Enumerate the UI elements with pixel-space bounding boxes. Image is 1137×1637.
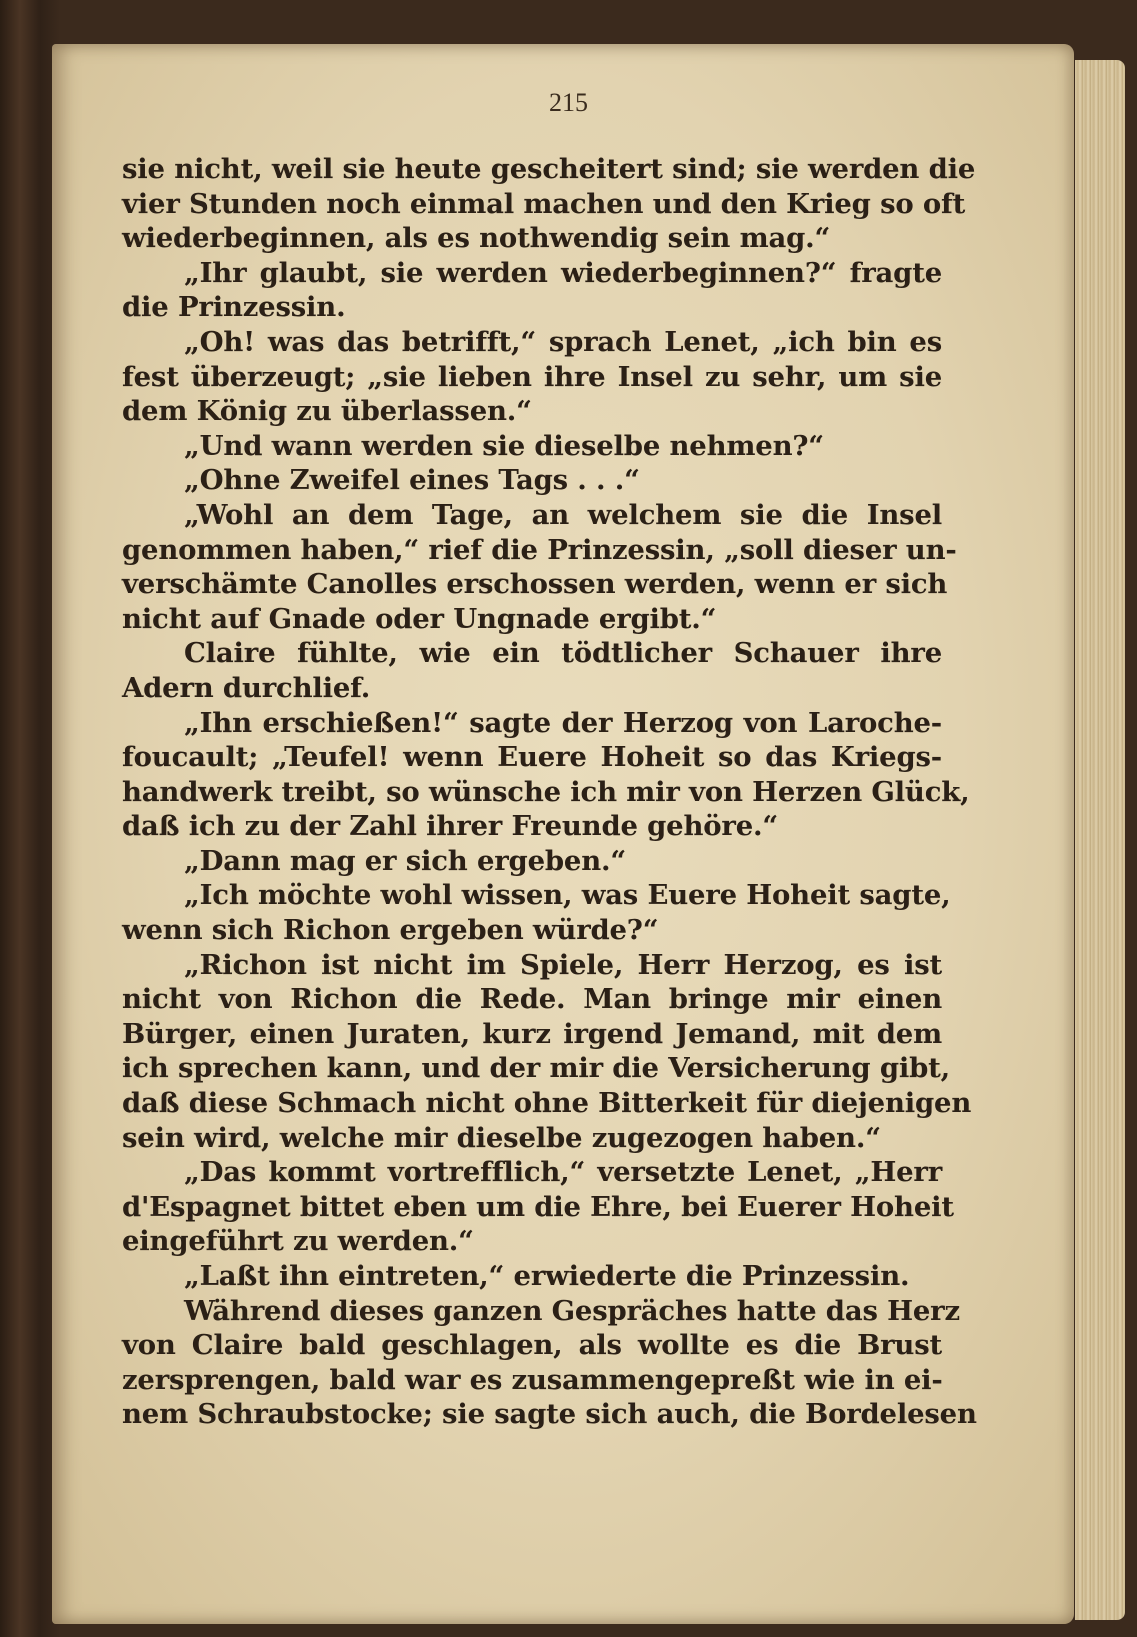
text-line: Bürger, einen Juraten, kurz irgend Jemand, mit dem — [122, 1017, 942, 1050]
page-edges — [1075, 60, 1125, 1620]
text-line: verschämte Canolles erschossen werden, wenn er sich — [122, 568, 948, 601]
text-line: vier Stunden noch einmal machen und den Krieg so oft — [122, 187, 966, 220]
text-line: d'Espagnet bittet eben um die Ehre, bei Euerer Hoheit — [122, 1190, 954, 1223]
text-line: nicht von Richon die Rede. Man bringe mir einen — [122, 983, 942, 1016]
text-line: nicht auf Gnade oder Ungnade ergibt.“ — [122, 602, 717, 635]
page-text — [122, 152, 977, 1432]
text-line: nem Schraubstocke; sie sagte sich auch, die Bordelesen — [122, 1398, 977, 1431]
text-line: ich sprechen kann, und der mir die Versicherung gibt, — [122, 1052, 951, 1085]
text-line: wiederbeginnen, als es nothwendig sein mag.“ — [122, 222, 831, 255]
text-line: „Laßt ihn eintreten,“ erwiederte die Prinzessin. — [184, 1260, 910, 1292]
text-line: „Das kommt vortrefflich,“ versetzte Lenet, „Herr — [184, 1156, 942, 1189]
text-line: sie nicht, weil sie heute gescheitert sind; sie werden die — [122, 153, 976, 185]
text-line: „Wohl an dem Tage, an welchem sie die Insel — [184, 498, 942, 531]
text-line: eingeführt zu werden.“ — [122, 1225, 474, 1258]
text-line: „Ihn erschießen!“ sagte der Herzog von Laroche- — [184, 706, 942, 739]
text-line: daß ich zu der Zahl ihrer Freunde gehöre.“ — [122, 810, 778, 843]
text-line: dem König zu überlassen.“ — [122, 395, 532, 428]
text-line: „Ich möchte wohl wissen, was Euere Hoheit sagte, — [184, 879, 951, 912]
text-line: foucault; „Teufel! wenn Euere Hoheit so das Kriegs- — [122, 741, 942, 774]
text-line: daß diese Schmach nicht ohne Bitterkeit für diejenigen — [122, 1087, 972, 1120]
text-line: die Prinzessin. — [122, 291, 346, 324]
text-line: Während dieses ganzen Gespräches hatte das Herz — [184, 1294, 960, 1327]
text-line: Adern durchlief. — [122, 671, 371, 704]
text-line: „Oh! was das betrifft,“ sprach Lenet, „ich bin es — [184, 325, 942, 358]
text-line: handwerk treibt, so wünsche ich mir von Herzen Glück, — [122, 775, 970, 808]
text-line: „Und wann werden sie dieselbe nehmen?“ — [184, 429, 824, 462]
text-line: wenn sich Richon ergeben würde?“ — [122, 914, 659, 947]
text-line: „Dann mag er sich ergeben.“ — [184, 844, 626, 877]
text-line: Claire fühlte, wie ein tödtlicher Schauer ihre — [184, 637, 942, 670]
text-line: zersprengen, bald war es zusammengepreßt wie in ei- — [122, 1363, 943, 1396]
text-line: sein wird, welche mir dieselbe zugezogen haben.“ — [122, 1121, 881, 1154]
page-number: 215 — [549, 88, 588, 117]
text-line: fest überzeugt; „sie lieben ihre Insel zu sehr, um sie — [122, 360, 942, 393]
text-line: von Claire bald geschlagen, als wollte es die Brust — [122, 1329, 942, 1362]
text-line: genommen haben,“ rief die Prinzessin, „soll dieser un- — [122, 533, 957, 566]
text-line: „Ihr glaubt, sie werden wiederbeginnen?“ fragte — [184, 256, 942, 289]
text-line: „Ohne Zweifel eines Tags . . .“ — [184, 464, 640, 497]
text-line: „Richon ist nicht im Spiele, Herr Herzog, es ist — [184, 948, 942, 981]
